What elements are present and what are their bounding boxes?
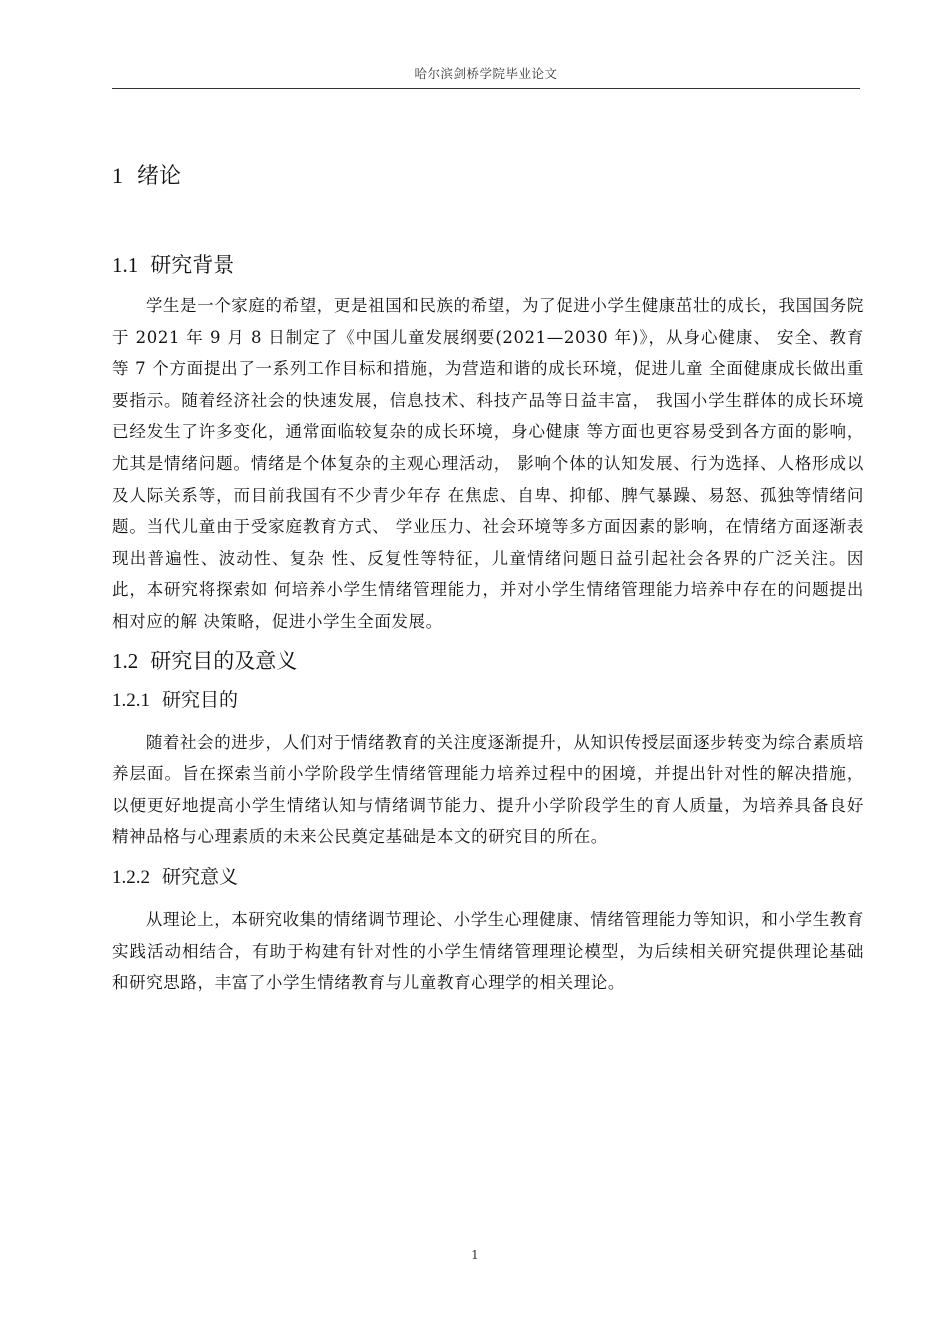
section-title: 研究背景 [150, 253, 235, 277]
subsection-title: 研究意义 [162, 865, 239, 888]
subsection-number: 1.2.1 [112, 689, 150, 711]
body-paragraph: 随着社会的进步，人们对于情绪教育的关注度逐渐提升，从知识传授层面逐步转变为综合素质培养层面。旨在探索当前小学阶段学生情绪管理能力培养过程中的困境，并提出针对性的解决措施，以便更好地提高小学生情绪认知与情绪调节能力、提升小学阶段学生的育人质量，为培养具备良好精神品格与心理素质的未来公民奠定基础是本文的研究目的所在。 [112, 732, 865, 847]
chapter-heading [112, 160, 864, 198]
page-number: 1 [471, 1248, 479, 1262]
body-paragraph: 学生是一个家庭的希望，更是祖国和民族的希望，为了促进小学生健康茁壮的成长，我国国务院于 2021 年 9 月 8 日制定了《中国儿童发展纲要(2021—2030 年)》，从身心健康、 安全、教育等 7 个方面提出了一系列工作目标和措施，为营造和谐的成长环境，促进儿童 全面健康成长做出重要指示。随着经济社会的快速发展，信息技术、科技产品等日益丰富， 我国小学生群体的成长环境已经发生了许多变化，通常面临较复杂的成长环境，身心健康 等方面也更容易受到各方面的影响，尤其是情绪问题。情绪是个体复杂的主观心理活动， 影响个体的认知发展、行为选择、人格形成以及人际关系等，而目前我国有不少青少年存 在焦虑、自卑、抑郁、脾气暴躁、易怒、孤独等情绪问题。当代儿童由于受家庭教育方式、 学业压力、社会环境等多方面因素的影响，在情绪方面逐渐表现出普遍性、波动性、复杂 性、反复性等特征，儿童情绪问题日益引起社会各界的广泛关注。因此，本研究将探索如 何培养小学生情绪管理能力，并对小学生情绪管理能力培养中存在的问题提出相对应的解 决策略，促进小学生全面发展。 [112, 296, 865, 631]
section-number: 1.2 [112, 648, 139, 673]
running-header [112, 66, 860, 89]
body-paragraph: 从理论上，本研究收集的情绪调节理论、小学生心理健康、情绪管理能力等知识，和小学生教育实践活动相结合，有助于构建有针对性的小学生情绪管理理论模型，为后续相关研究提供理论基础和研究思路，丰富了小学生情绪教育与儿童教育心理学的相关理论。 [112, 909, 865, 993]
section-heading [112, 646, 864, 676]
page-body [112, 160, 864, 999]
section-heading [112, 250, 864, 280]
section-title: 研究目的及意义 [150, 648, 298, 673]
chapter-title: 绪论 [137, 164, 182, 189]
subsection-title: 研究目的 [162, 688, 239, 711]
subsection-heading [112, 686, 864, 715]
subsection-number: 1.2.2 [112, 866, 150, 888]
chapter-number: 1 [112, 163, 123, 188]
subsection-heading [112, 863, 864, 892]
running-header-text: 哈尔滨剑桥学院毕业论文 [414, 66, 558, 81]
section-number: 1.1 [112, 253, 139, 277]
